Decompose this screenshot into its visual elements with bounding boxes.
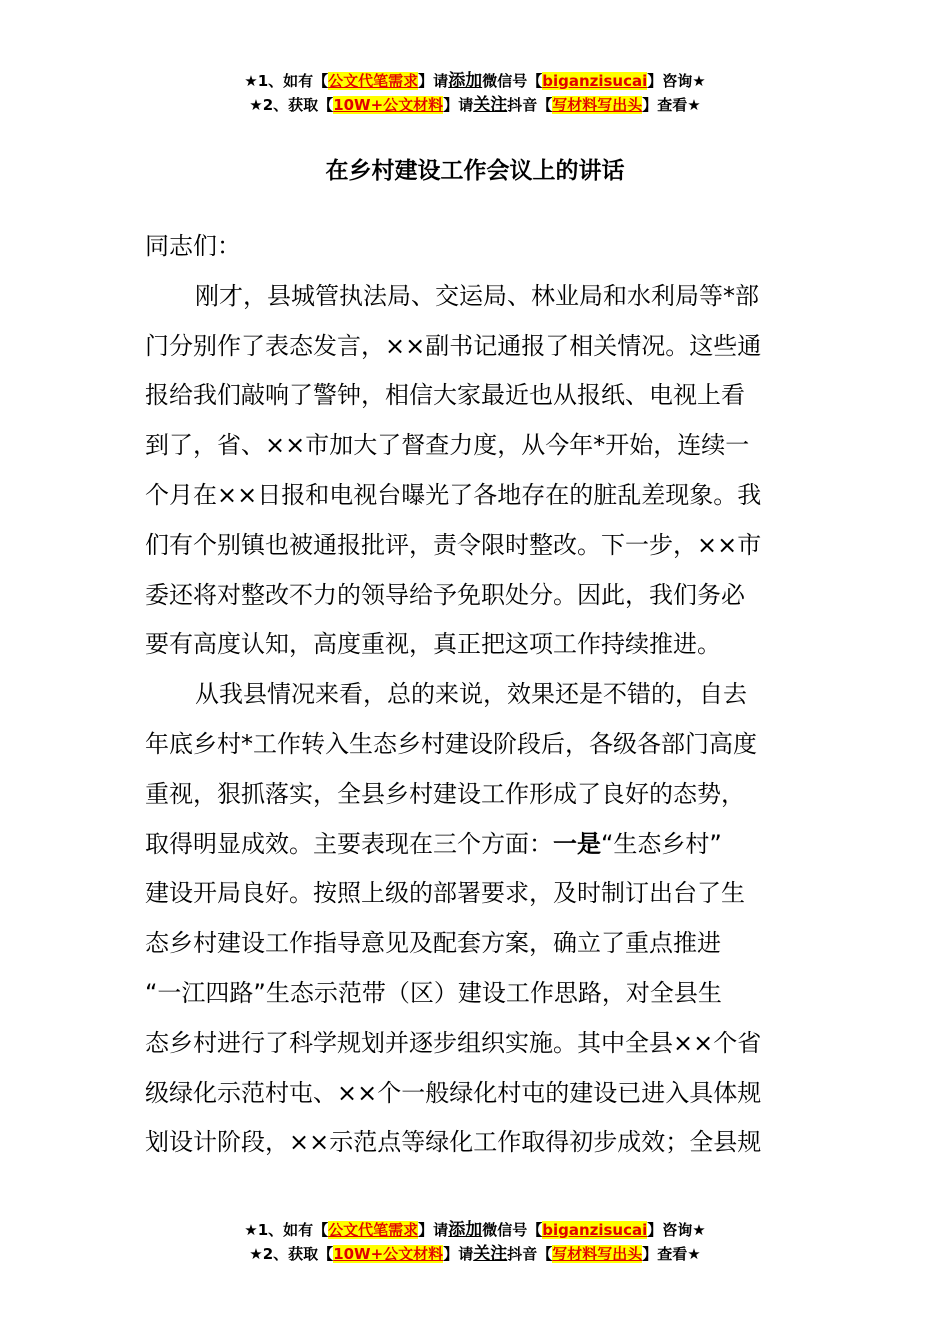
promo-text: 】请 [418,72,449,90]
promo-text: ★1、如有【 [244,72,329,90]
text-segment: “生态乡村” [601,829,722,858]
promo-text: 】请 [443,1245,474,1263]
document-title: 在乡村建设工作会议上的讲话 [325,158,625,184]
text-line: 从我县情况来看，总的来说，效果还是不错的，自去 [195,680,747,709]
text-line: 到了，省、××市加大了督查力度，从今年*开始，连续一 [145,431,750,460]
promo-underline: 关注 [473,1244,508,1264]
promo-text: ★2、获取【 [249,1245,334,1263]
promo-highlight: biganzisucai [542,72,648,90]
text-line [145,820,805,870]
text-line: 级绿化示范村屯、××个一般绿化村屯的建设已进入具体规 [145,1078,762,1107]
promo-text: 微信号【 [482,72,543,90]
promo-underline: 添加 [448,71,483,91]
promo-header [0,69,950,117]
promo-highlight: 写材料写出头 [552,96,643,114]
bold-phrase: 一是 [553,829,601,858]
promo-underline: 添加 [448,1220,483,1240]
promo-highlight: 公文代笔需求 [328,1221,419,1239]
text-segment: 取得明显成效。主要表现在三个方面： [145,829,553,858]
promo-text: ★2、获取【 [249,96,334,114]
text-line: 门分别作了表态发言，××副书记通报了相关情况。这些通 [145,331,762,360]
text-line: 建设开局良好。按照上级的部署要求，及时制订出台了生 [145,879,745,908]
promo-text: 】请 [418,1221,449,1239]
text-line: 个月在××日报和电视台曝光了各地存在的脏乱差现象。我 [145,480,762,509]
text-line: “一江四路”生态示范带（区）建设工作思路，对全县生 [145,978,722,1007]
promo-highlight: biganzisucai [542,1221,648,1239]
text-line: 年底乡村*工作转入生态乡村建设阶段后，各级各部门高度 [145,729,757,758]
promo-text: 】请 [443,96,474,114]
text-line: 报给我们敲响了警钟，相信大家最近也从报纸、电视上看 [145,381,745,410]
promo-text: 抖音【 [507,1245,553,1263]
document-body [145,222,805,1168]
text-line: 委还将对整改不力的领导给予免职处分。因此，我们务必 [145,580,745,609]
text-line: 划设计阶段，××示范点等绿化工作取得初步成效；全县规 [145,1128,762,1157]
promo-line-1 [0,1218,950,1242]
promo-highlight: 10W+公文材料 [333,1245,444,1263]
text-line: 重视，狠抓落实，全县乡村建设工作形成了良好的态势， [145,779,745,808]
text-line: 态乡村进行了科学规划并逐步组织实施。其中全县××个省 [145,1028,762,1057]
promo-highlight: 10W+公文材料 [333,96,444,114]
promo-line-1 [0,69,950,93]
promo-footer [0,1218,950,1266]
promo-text: 】查看★ [642,1245,701,1263]
text-line: 态乡村建设工作指导意见及配套方案，确立了重点推进 [145,929,721,958]
promo-text: 微信号【 [482,1221,543,1239]
promo-text: 】咨询★ [647,72,706,90]
text-line: 们有个别镇也被通报批评，责令限时整改。下一步，××市 [145,530,762,559]
promo-text: 】查看★ [642,96,701,114]
promo-text: 抖音【 [507,96,553,114]
promo-highlight: 写材料写出头 [552,1245,643,1263]
promo-highlight: 公文代笔需求 [328,72,419,90]
text-line: 要有高度认知，高度重视，真正把这项工作持续推进。 [145,630,721,659]
promo-line-2 [0,93,950,117]
promo-text: 】咨询★ [647,1221,706,1239]
text-line: 刚才，县城管执法局、交运局、林业局和水利局等*部 [195,281,759,310]
promo-line-2 [0,1242,950,1266]
promo-underline: 关注 [473,95,508,115]
promo-text: ★1、如有【 [244,1221,329,1239]
salutation: 同志们： [145,232,241,260]
